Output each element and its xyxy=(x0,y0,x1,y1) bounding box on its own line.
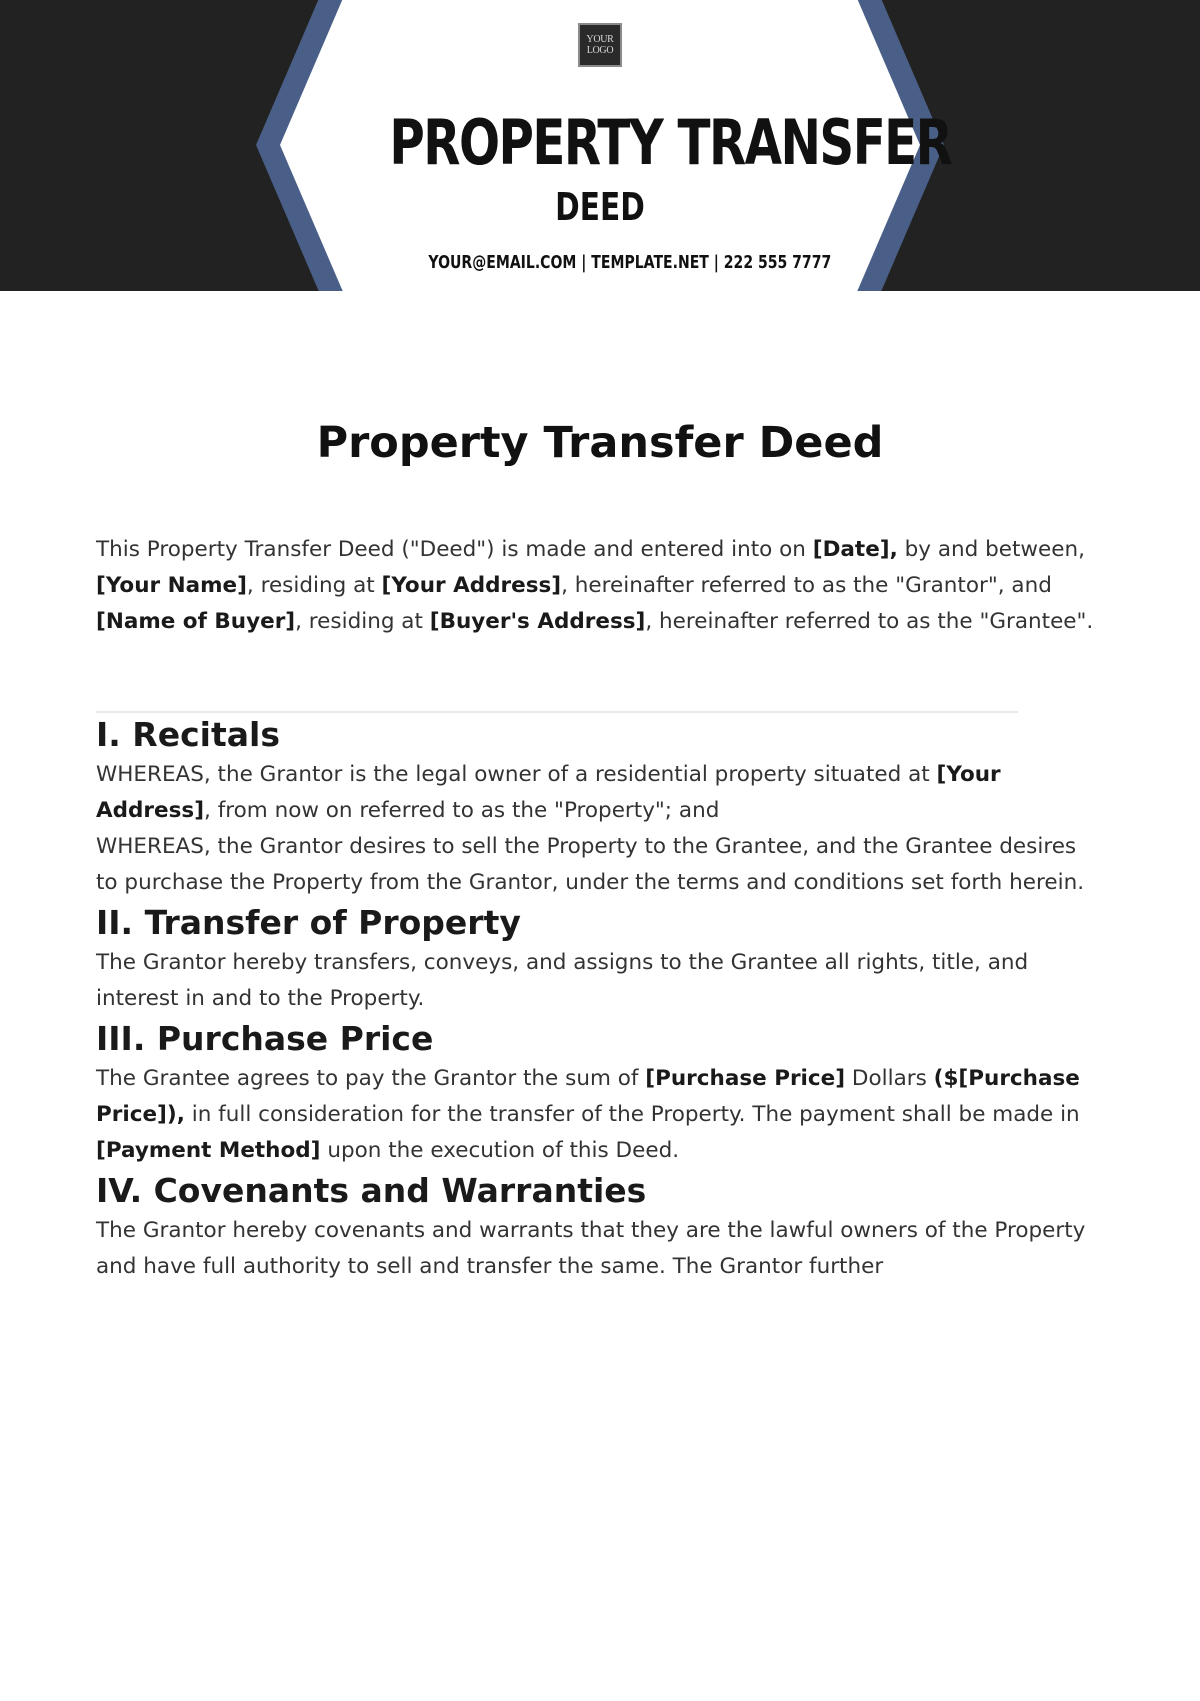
section-heading-recitals: I. Recitals xyxy=(96,715,280,754)
banner-contact-line: YOUR@EMAIL.COM | TEMPLATE.NET | 222 555 7777 xyxy=(428,252,832,273)
placeholder-field: [Purchase Price] xyxy=(645,1066,846,1091)
company-logo xyxy=(578,23,622,67)
recitals-paragraph-2: WHEREAS, the Grantor desires to sell the Property to the Grantee, and the Grantee desires to purchase the Property from the Grantor, under the terms and conditions set forth herein. xyxy=(96,834,1085,895)
purchase-price-paragraph: The Grantee agrees to pay the Grantor the sum of [Purchase Price] Dollars ($[Purchase Price]), in full consideration for the transfer of the Property. The payment shall be made in [Payment Method] upon the execution of this Deed. xyxy=(96,1066,1080,1163)
banner-title: PROPERTY TRANSFER xyxy=(389,106,952,179)
placeholder-field: ($[Purchase Price]), xyxy=(96,1066,1080,1127)
placeholder-field: [Your Address] xyxy=(381,573,562,598)
banner-subtitle: DEED xyxy=(555,185,645,229)
logo-text: YOUR LOGO xyxy=(586,34,614,56)
intro-paragraph: This Property Transfer Deed ("Deed") is made and entered into on [Date], by and between, [Your Name], residing at [Your Address], hereinafter referred to as the "Grantor", and [Name of Buyer], residing at [Buyer's Address], hereinafter referred to as the "Grantee". xyxy=(96,537,1094,634)
section-heading-purchase-price: III. Purchase Price xyxy=(96,1019,434,1058)
recitals-paragraph-1: WHEREAS, the Grantor is the legal owner of a residential property situated at [Your Address], from now on referred to as the "Property"; and xyxy=(96,762,1001,823)
placeholder-field: [Date], xyxy=(812,537,898,562)
placeholder-field: [Buyer's Address] xyxy=(429,609,646,634)
placeholder-field: [Your Name] xyxy=(96,573,247,598)
document-title: Property Transfer Deed xyxy=(316,418,884,468)
placeholder-field: [Name of Buyer] xyxy=(96,609,296,634)
transfer-paragraph: The Grantor hereby transfers, conveys, and assigns to the Grantee all rights, title, and interest in and to the Property. xyxy=(96,950,1029,1011)
placeholder-field: [Your Address] xyxy=(96,762,1001,823)
section-heading-covenants: IV. Covenants and Warranties xyxy=(96,1171,647,1210)
header-banner xyxy=(0,0,1200,291)
document-content xyxy=(96,532,1096,1285)
placeholder-field: [Payment Method] xyxy=(96,1138,321,1163)
covenants-paragraph: The Grantor hereby covenants and warrants that they are the lawful owners of the Property and have full authority to sell and transfer the same. The Grantor further xyxy=(96,1218,1086,1279)
section-heading-transfer: II. Transfer of Property xyxy=(96,903,521,942)
